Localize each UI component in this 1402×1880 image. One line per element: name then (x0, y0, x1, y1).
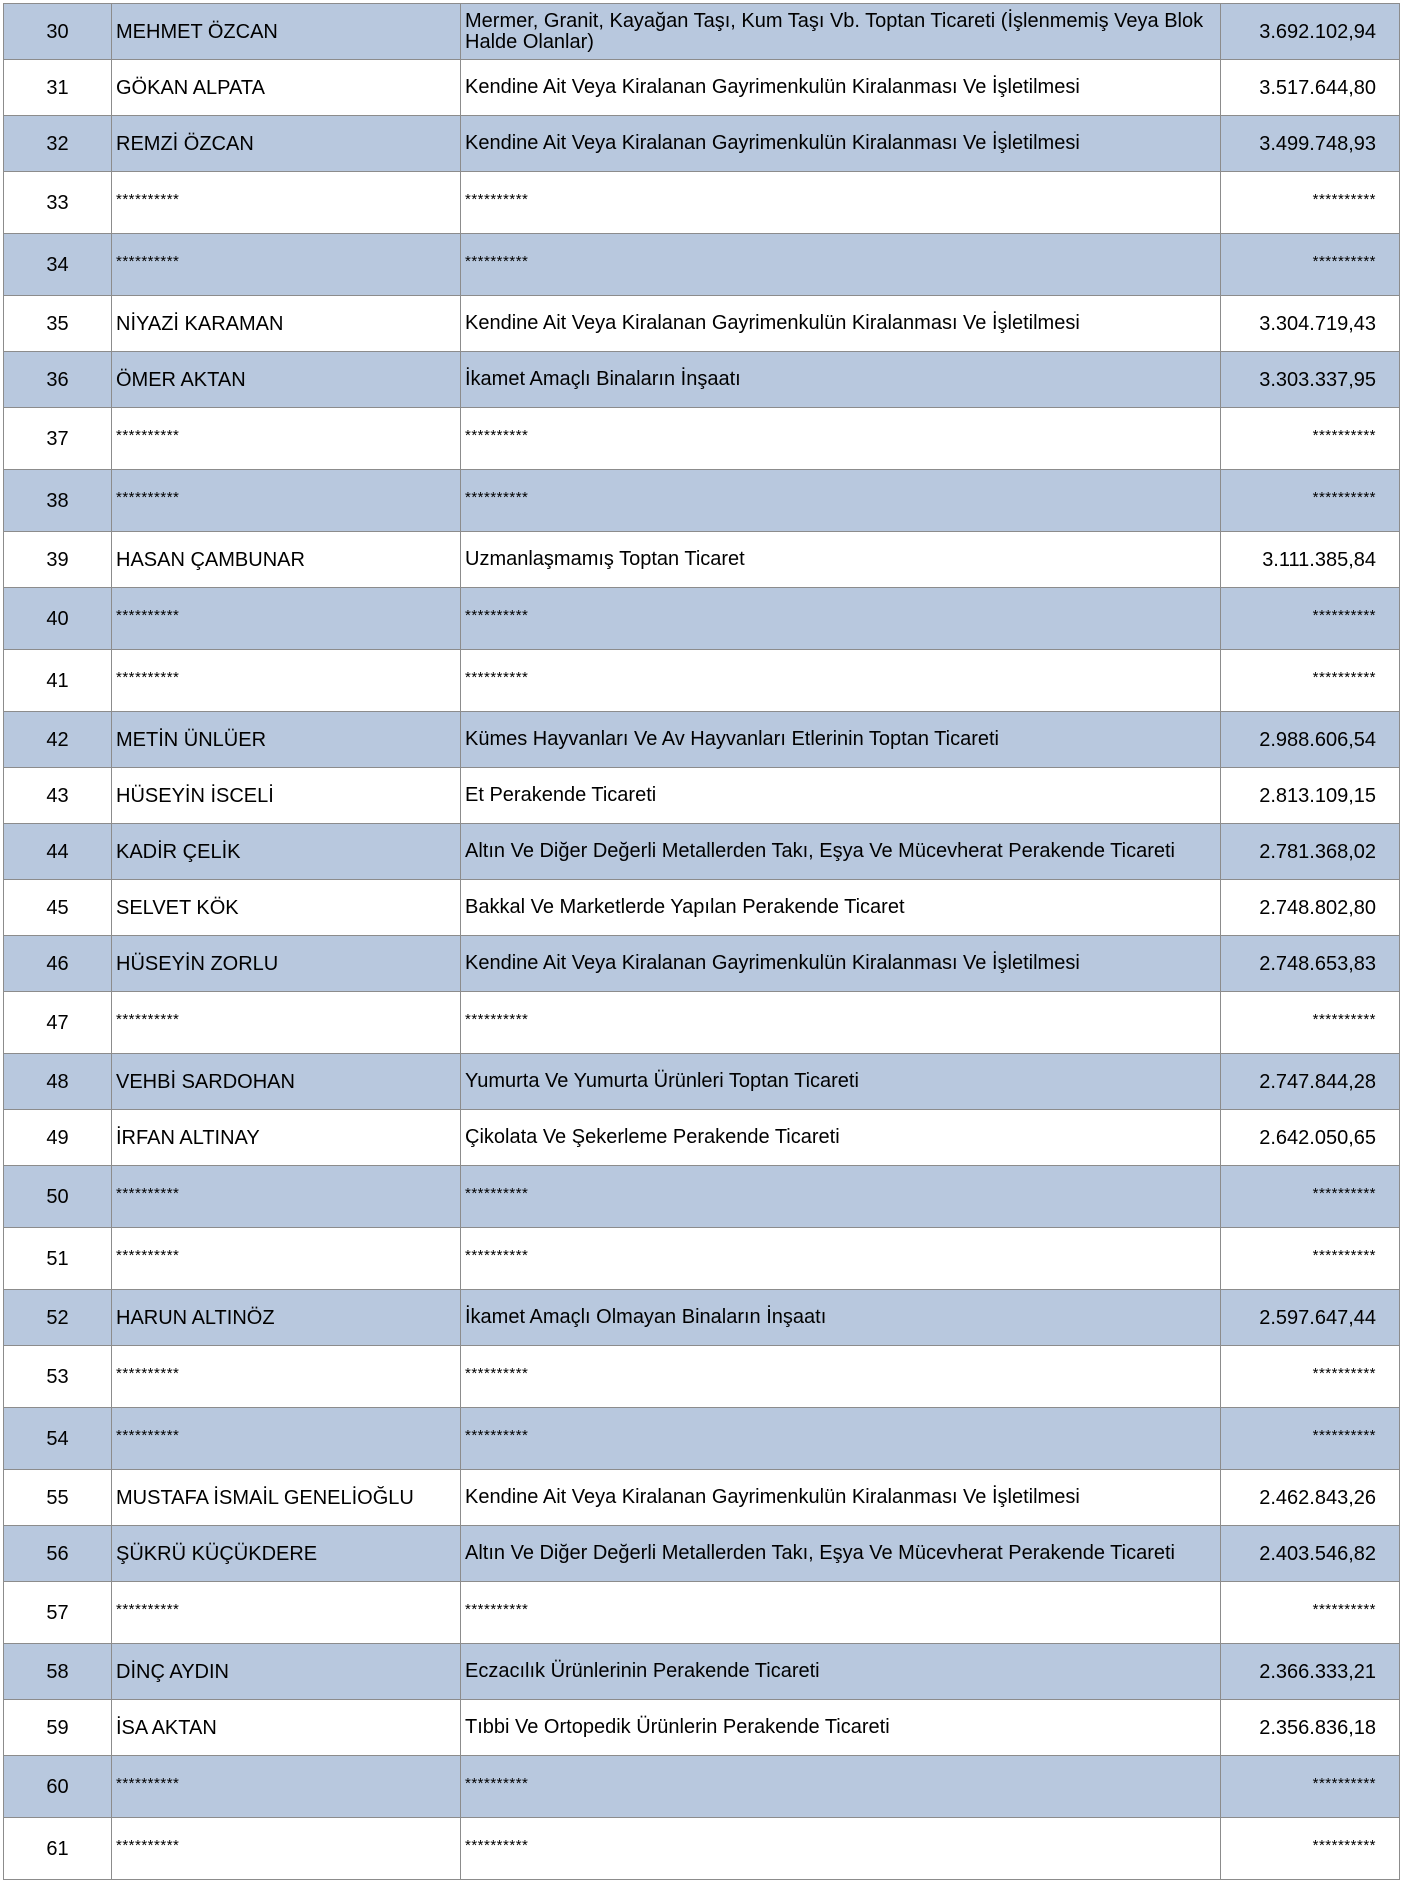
rank-cell: 40 (4, 588, 112, 650)
taxpayer-name-cell: GÖKAN ALPATA (112, 60, 461, 116)
taxpayer-name-cell: ********** (112, 1582, 461, 1644)
rank-cell: 51 (4, 1228, 112, 1290)
amount-cell: 2.781.368,02 (1221, 824, 1400, 880)
taxpayer-name-cell: NİYAZİ KARAMAN (112, 296, 461, 352)
table-row (4, 60, 1400, 116)
amount-cell: ********** (1221, 408, 1400, 470)
table-row (4, 1526, 1400, 1582)
table-row (4, 1644, 1400, 1700)
business-activity-cell: ********** (461, 1818, 1221, 1880)
rank-cell: 47 (4, 992, 112, 1054)
business-activity-cell: ********** (461, 1756, 1221, 1818)
business-activity-cell: Kendine Ait Veya Kiralanan Gayrimenkulün Kiralanması Ve İşletilmesi (461, 60, 1221, 116)
business-activity-cell: ********** (461, 1582, 1221, 1644)
amount-cell: ********** (1221, 1408, 1400, 1470)
taxpayer-name-cell: ********** (112, 470, 461, 532)
rank-cell: 32 (4, 116, 112, 172)
table-row (4, 1700, 1400, 1756)
amount-cell: ********** (1221, 588, 1400, 650)
table-row (4, 1582, 1400, 1644)
taxpayer-name-cell: MUSTAFA İSMAİL GENELİOĞLU (112, 1470, 461, 1526)
taxpayer-name-cell: SELVET KÖK (112, 880, 461, 936)
business-activity-cell: Yumurta Ve Yumurta Ürünleri Toptan Ticareti (461, 1054, 1221, 1110)
taxpayer-name-cell: ********** (112, 1346, 461, 1408)
amount-cell: ********** (1221, 1228, 1400, 1290)
business-activity-cell: ********** (461, 588, 1221, 650)
business-activity-cell: Kendine Ait Veya Kiralanan Gayrimenkulün Kiralanması Ve İşletilmesi (461, 296, 1221, 352)
rank-cell: 34 (4, 234, 112, 296)
table-body (4, 4, 1400, 1880)
amount-cell: ********** (1221, 1818, 1400, 1880)
table-row (4, 1346, 1400, 1408)
business-activity-cell: ********** (461, 470, 1221, 532)
table-row (4, 936, 1400, 992)
table-row (4, 992, 1400, 1054)
business-activity-cell: Kendine Ait Veya Kiralanan Gayrimenkulün Kiralanması Ve İşletilmesi (461, 936, 1221, 992)
rank-cell: 33 (4, 172, 112, 234)
rank-cell: 46 (4, 936, 112, 992)
taxpayer-name-cell: ********** (112, 1408, 461, 1470)
business-activity-cell: ********** (461, 1228, 1221, 1290)
amount-cell: 2.403.546,82 (1221, 1526, 1400, 1582)
taxpayer-name-cell: DİNÇ AYDIN (112, 1644, 461, 1700)
table-row (4, 1110, 1400, 1166)
taxpayer-name-cell: ********** (112, 172, 461, 234)
table-row (4, 1408, 1400, 1470)
business-activity-cell: ********** (461, 650, 1221, 712)
taxpayer-name-cell: HÜSEYİN ZORLU (112, 936, 461, 992)
table-row (4, 1290, 1400, 1346)
amount-cell: ********** (1221, 234, 1400, 296)
business-activity-cell: Tıbbi Ve Ortopedik Ürünlerin Perakende Ticareti (461, 1700, 1221, 1756)
rank-cell: 31 (4, 60, 112, 116)
amount-cell: ********** (1221, 992, 1400, 1054)
rank-cell: 37 (4, 408, 112, 470)
taxpayer-name-cell: METİN ÜNLÜER (112, 712, 461, 768)
rank-cell: 61 (4, 1818, 112, 1880)
taxpayer-name-cell: ********** (112, 650, 461, 712)
amount-cell: ********** (1221, 1582, 1400, 1644)
amount-cell: ********** (1221, 1166, 1400, 1228)
rank-cell: 36 (4, 352, 112, 408)
business-activity-cell: Kümes Hayvanları Ve Av Hayvanları Etlerinin Toptan Ticareti (461, 712, 1221, 768)
amount-cell: 3.517.644,80 (1221, 60, 1400, 116)
rank-cell: 60 (4, 1756, 112, 1818)
table-row (4, 1756, 1400, 1818)
business-activity-cell: Kendine Ait Veya Kiralanan Gayrimenkulün Kiralanması Ve İşletilmesi (461, 1470, 1221, 1526)
taxpayer-name-cell: ********** (112, 1166, 461, 1228)
rank-cell: 44 (4, 824, 112, 880)
taxpayer-name-cell: ********** (112, 1818, 461, 1880)
rank-cell: 35 (4, 296, 112, 352)
taxpayer-name-cell: REMZİ ÖZCAN (112, 116, 461, 172)
business-activity-cell: ********** (461, 1166, 1221, 1228)
amount-cell: 2.813.109,15 (1221, 768, 1400, 824)
taxpayer-name-cell: ŞÜKRÜ KÜÇÜKDERE (112, 1526, 461, 1582)
amount-cell: 2.366.333,21 (1221, 1644, 1400, 1700)
table-row (4, 588, 1400, 650)
business-activity-cell: Uzmanlaşmamış Toptan Ticaret (461, 532, 1221, 588)
table-row (4, 712, 1400, 768)
taxpayer-name-cell: İSA AKTAN (112, 1700, 461, 1756)
amount-cell: 3.692.102,94 (1221, 4, 1400, 60)
business-activity-cell: ********** (461, 408, 1221, 470)
rank-cell: 50 (4, 1166, 112, 1228)
amount-cell: 2.356.836,18 (1221, 1700, 1400, 1756)
business-activity-cell: Et Perakende Ticareti (461, 768, 1221, 824)
taxpayer-name-cell: ********** (112, 234, 461, 296)
business-activity-cell: Çikolata Ve Şekerleme Perakende Ticareti (461, 1110, 1221, 1166)
table-row (4, 1054, 1400, 1110)
rank-cell: 53 (4, 1346, 112, 1408)
rank-cell: 55 (4, 1470, 112, 1526)
amount-cell: 2.748.802,80 (1221, 880, 1400, 936)
business-activity-cell: Kendine Ait Veya Kiralanan Gayrimenkulün Kiralanması Ve İşletilmesi (461, 116, 1221, 172)
table-row (4, 824, 1400, 880)
business-activity-cell: İkamet Amaçlı Binaların İnşaatı (461, 352, 1221, 408)
rank-cell: 54 (4, 1408, 112, 1470)
taxpayer-name-cell: MEHMET ÖZCAN (112, 4, 461, 60)
rank-cell: 38 (4, 470, 112, 532)
table-row (4, 296, 1400, 352)
amount-cell: 3.499.748,93 (1221, 116, 1400, 172)
business-activity-cell: ********** (461, 172, 1221, 234)
rank-cell: 48 (4, 1054, 112, 1110)
business-activity-cell: Mermer, Granit, Kayağan Taşı, Kum Taşı Vb. Toptan Ticareti (İşlenmemiş Veya Blok Halde Olanlar) (461, 4, 1221, 60)
rank-cell: 49 (4, 1110, 112, 1166)
ranking-sheet (3, 3, 1399, 1880)
taxpayer-name-cell: ********** (112, 588, 461, 650)
business-activity-cell: ********** (461, 992, 1221, 1054)
business-activity-cell: Altın Ve Diğer Değerli Metallerden Takı, Eşya Ve Mücevherat Perakende Ticareti (461, 824, 1221, 880)
taxpayer-name-cell: ********** (112, 1228, 461, 1290)
taxpayer-name-cell: ÖMER AKTAN (112, 352, 461, 408)
rank-cell: 52 (4, 1290, 112, 1346)
rank-cell: 58 (4, 1644, 112, 1700)
table-row (4, 1818, 1400, 1880)
business-activity-cell: Eczacılık Ürünlerinin Perakende Ticareti (461, 1644, 1221, 1700)
amount-cell: ********** (1221, 1346, 1400, 1408)
taxpayer-name-cell: HÜSEYİN İSCELİ (112, 768, 461, 824)
amount-cell: 2.642.050,65 (1221, 1110, 1400, 1166)
taxpayer-name-cell: ********** (112, 1756, 461, 1818)
amount-cell: 2.748.653,83 (1221, 936, 1400, 992)
table-row (4, 470, 1400, 532)
table-row (4, 172, 1400, 234)
table-row (4, 408, 1400, 470)
rank-cell: 43 (4, 768, 112, 824)
rank-cell: 39 (4, 532, 112, 588)
rank-cell: 59 (4, 1700, 112, 1756)
table-row (4, 234, 1400, 296)
taxpayer-ranking-table (3, 3, 1400, 1880)
table-row (4, 1228, 1400, 1290)
rank-cell: 56 (4, 1526, 112, 1582)
table-row (4, 768, 1400, 824)
business-activity-cell: Bakkal Ve Marketlerde Yapılan Perakende Ticaret (461, 880, 1221, 936)
taxpayer-name-cell: KADİR ÇELİK (112, 824, 461, 880)
amount-cell: 3.303.337,95 (1221, 352, 1400, 408)
table-row (4, 880, 1400, 936)
rank-cell: 57 (4, 1582, 112, 1644)
rank-cell: 42 (4, 712, 112, 768)
business-activity-cell: İkamet Amaçlı Olmayan Binaların İnşaatı (461, 1290, 1221, 1346)
amount-cell: 3.304.719,43 (1221, 296, 1400, 352)
rank-cell: 41 (4, 650, 112, 712)
taxpayer-name-cell: VEHBİ SARDOHAN (112, 1054, 461, 1110)
table-row (4, 352, 1400, 408)
table-row (4, 1166, 1400, 1228)
amount-cell: 2.462.843,26 (1221, 1470, 1400, 1526)
taxpayer-name-cell: HASAN ÇAMBUNAR (112, 532, 461, 588)
taxpayer-name-cell: İRFAN ALTINAY (112, 1110, 461, 1166)
rank-cell: 45 (4, 880, 112, 936)
table-row (4, 1470, 1400, 1526)
taxpayer-name-cell: ********** (112, 992, 461, 1054)
amount-cell: 2.597.647,44 (1221, 1290, 1400, 1346)
amount-cell: 2.988.606,54 (1221, 712, 1400, 768)
amount-cell: ********** (1221, 1756, 1400, 1818)
rank-cell: 30 (4, 4, 112, 60)
amount-cell: 2.747.844,28 (1221, 1054, 1400, 1110)
amount-cell: 3.111.385,84 (1221, 532, 1400, 588)
amount-cell: ********** (1221, 470, 1400, 532)
taxpayer-name-cell: HARUN ALTINÖZ (112, 1290, 461, 1346)
table-row (4, 532, 1400, 588)
table-row (4, 4, 1400, 60)
table-row (4, 650, 1400, 712)
business-activity-cell: Altın Ve Diğer Değerli Metallerden Takı, Eşya Ve Mücevherat Perakende Ticareti (461, 1526, 1221, 1582)
amount-cell: ********** (1221, 650, 1400, 712)
amount-cell: ********** (1221, 172, 1400, 234)
table-row (4, 116, 1400, 172)
taxpayer-name-cell: ********** (112, 408, 461, 470)
business-activity-cell: ********** (461, 1346, 1221, 1408)
business-activity-cell: ********** (461, 234, 1221, 296)
business-activity-cell: ********** (461, 1408, 1221, 1470)
